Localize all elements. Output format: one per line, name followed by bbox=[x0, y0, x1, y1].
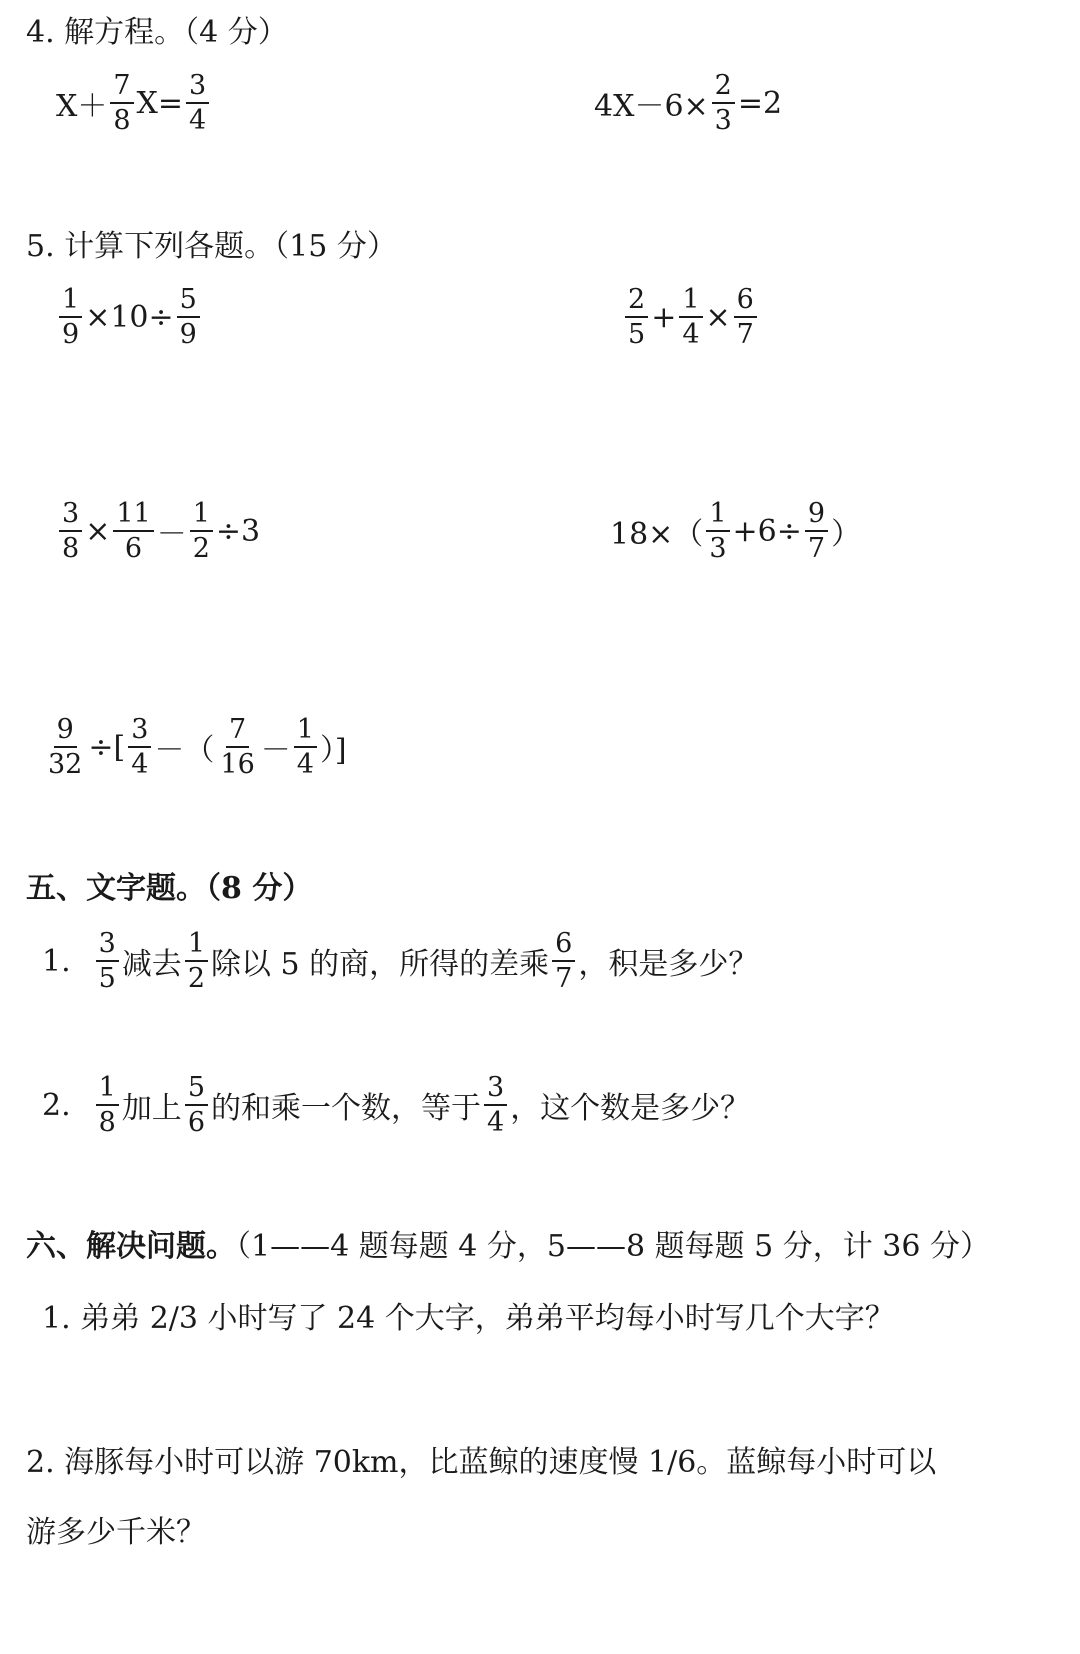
denominator: 9 bbox=[179, 319, 197, 350]
numerator: 2 bbox=[625, 286, 648, 318]
p5-fraction-4 bbox=[294, 716, 317, 778]
numerator: 1 bbox=[190, 500, 213, 532]
q2-text-a: 加上 bbox=[121, 1091, 182, 1126]
numerator: 6 bbox=[552, 930, 575, 962]
eq2-fraction-1 bbox=[712, 72, 735, 134]
p1-fraction-1 bbox=[59, 286, 82, 348]
word-problem-1 bbox=[42, 930, 758, 992]
q1-text-a: 减去 bbox=[121, 947, 182, 982]
p5-text-e: ）] bbox=[319, 733, 347, 768]
p4-fraction-2 bbox=[805, 500, 828, 562]
p2-fraction-3 bbox=[734, 286, 757, 348]
denominator: 5 bbox=[628, 319, 646, 350]
section-4-heading: 4. 解方程。（4 分） bbox=[26, 15, 288, 50]
solve-problem-1: 1. 弟弟 2/3 小时写了 24 个大字，弟弟平均每小时写几个大字？ bbox=[42, 1301, 895, 1336]
p2-text-a: + bbox=[651, 299, 677, 335]
numerator: 9 bbox=[54, 716, 77, 748]
p1-text-a: ×10÷ bbox=[85, 299, 174, 335]
q1-text-b: 除以 5 的商，所得的差乘 bbox=[211, 947, 550, 982]
numerator: 1 bbox=[96, 1074, 119, 1106]
section-six-heading bbox=[26, 1229, 990, 1264]
calc-problem-1 bbox=[56, 286, 203, 348]
denominator: 6 bbox=[187, 1107, 205, 1138]
q2-number: 2. bbox=[42, 1087, 71, 1123]
denominator: 8 bbox=[98, 1107, 116, 1138]
denominator: 7 bbox=[555, 963, 573, 994]
calc-problem-2 bbox=[622, 286, 760, 348]
denominator: 8 bbox=[62, 533, 80, 564]
q1-number: 1. bbox=[42, 943, 71, 979]
denominator: 7 bbox=[807, 533, 826, 564]
p4-text-c: ） bbox=[831, 517, 862, 552]
solve-problem-2-line-2: 游多少千米？ bbox=[26, 1515, 206, 1550]
p2-fraction-1 bbox=[625, 286, 648, 348]
numerator: 3 bbox=[186, 72, 209, 104]
denominator: 2 bbox=[187, 963, 205, 994]
eq2-text-b: =2 bbox=[737, 85, 783, 121]
numerator: 1 bbox=[294, 716, 317, 748]
q2-fraction-3 bbox=[484, 1074, 507, 1136]
numerator: 7 bbox=[110, 72, 133, 104]
eq1-fraction-2 bbox=[186, 72, 209, 134]
numerator: 3 bbox=[484, 1074, 507, 1106]
denominator: 4 bbox=[487, 1107, 505, 1138]
denominator: 4 bbox=[682, 319, 700, 350]
p4-fraction-1 bbox=[706, 500, 729, 562]
q1-fraction-3 bbox=[552, 930, 575, 992]
numerator: 6 bbox=[734, 286, 757, 318]
p5-fraction-1 bbox=[45, 716, 85, 778]
p3-text-a: × bbox=[85, 513, 111, 549]
calc-problem-4 bbox=[610, 500, 861, 562]
denominator: 16 bbox=[220, 749, 255, 780]
denominator: 4 bbox=[131, 749, 149, 780]
q2-text-c: ，这个数是多少？ bbox=[510, 1091, 751, 1126]
p5-fraction-2 bbox=[128, 716, 151, 778]
eq1-text-b: X= bbox=[136, 85, 184, 121]
q1-text-c: ，积是多少？ bbox=[578, 947, 759, 982]
numerator: 3 bbox=[96, 930, 119, 962]
section-5-heading: 5. 计算下列各题。（15 分） bbox=[26, 229, 397, 264]
p5-text-b: －（ bbox=[154, 733, 215, 768]
denominator: 4 bbox=[189, 105, 207, 136]
q2-text-b: 的和乘一个数，等于 bbox=[211, 1091, 481, 1126]
eq1-fraction-1 bbox=[110, 72, 133, 134]
q1-fraction-1 bbox=[96, 930, 119, 992]
calc-problem-5 bbox=[42, 716, 347, 778]
p5-text-a: ÷[ bbox=[88, 729, 126, 765]
q2-fraction-1 bbox=[96, 1074, 119, 1136]
p4-text-a: 18×（ bbox=[610, 517, 704, 552]
p4-text-b: +6÷ bbox=[732, 513, 802, 549]
word-problem-2 bbox=[42, 1074, 750, 1136]
numerator: 1 bbox=[59, 286, 82, 318]
p3-text-c: ÷3 bbox=[215, 513, 261, 549]
section-six-scoring: （1——4 题每题 4 分，5——8 题每题 5 分，计 36 分） bbox=[236, 1229, 990, 1264]
equation-1 bbox=[56, 72, 212, 134]
eq1-text-a: X＋ bbox=[56, 89, 108, 124]
numerator: 5 bbox=[185, 1074, 208, 1106]
numerator: 7 bbox=[226, 716, 249, 748]
p2-fraction-2 bbox=[679, 286, 702, 348]
numerator: 3 bbox=[128, 716, 151, 748]
section-six-title: 六、解决问题。 bbox=[26, 1229, 236, 1264]
q2-fraction-2 bbox=[185, 1074, 208, 1136]
q1-fraction-2 bbox=[185, 930, 208, 992]
denominator: 7 bbox=[736, 319, 754, 350]
equation-2 bbox=[594, 72, 782, 134]
numerator: 11 bbox=[113, 500, 153, 532]
denominator: 2 bbox=[192, 533, 210, 564]
p1-fraction-2 bbox=[177, 286, 200, 348]
numerator: 1 bbox=[679, 286, 702, 318]
p3-text-b: － bbox=[156, 517, 187, 552]
eq2-text-a: 4X－6× bbox=[594, 89, 709, 124]
denominator: 3 bbox=[714, 105, 732, 136]
p3-fraction-2 bbox=[113, 500, 153, 562]
denominator: 6 bbox=[124, 533, 143, 564]
p3-fraction-3 bbox=[190, 500, 213, 562]
p2-text-b: × bbox=[705, 299, 731, 335]
numerator: 5 bbox=[177, 286, 200, 318]
p5-text-c: － bbox=[260, 733, 291, 768]
denominator: 3 bbox=[709, 533, 727, 564]
solve-problem-2-line-1: 2. 海豚每小时可以游 70km，比蓝鲸的速度慢 1/6。蓝鲸每小时可以 bbox=[26, 1445, 937, 1480]
denominator: 32 bbox=[48, 749, 83, 780]
denominator: 5 bbox=[98, 963, 116, 994]
numerator: 9 bbox=[805, 500, 828, 532]
denominator: 4 bbox=[296, 749, 314, 780]
numerator: 1 bbox=[185, 930, 208, 962]
section-five-heading: 五、文字题。（8 分） bbox=[26, 871, 313, 906]
numerator: 2 bbox=[712, 72, 735, 104]
calc-problem-3 bbox=[56, 500, 260, 562]
p5-fraction-3 bbox=[217, 716, 257, 778]
denominator: 8 bbox=[113, 105, 131, 136]
p3-fraction-1 bbox=[59, 500, 82, 562]
numerator: 1 bbox=[706, 500, 729, 532]
numerator: 3 bbox=[59, 500, 82, 532]
denominator: 9 bbox=[62, 319, 80, 350]
